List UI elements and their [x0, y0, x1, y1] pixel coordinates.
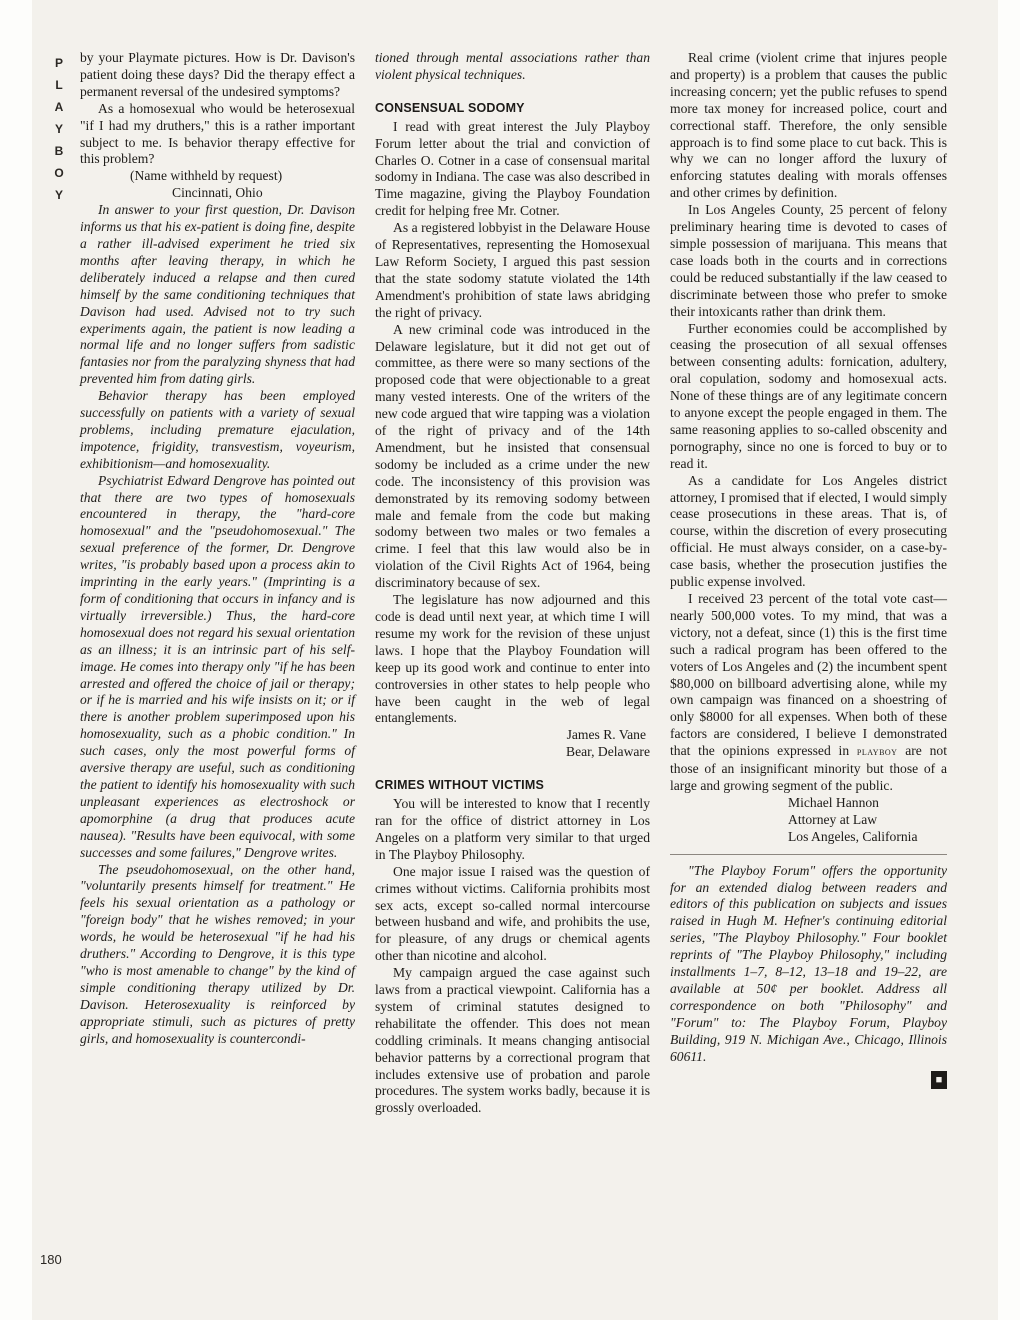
- letter-signature: Michael Hannon: [788, 794, 879, 810]
- letter-paragraph: You will be interested to know that I recently ran for the office of district attorney in Los Angeles on a platform very similar to that urged in The Playboy Philosophy.: [375, 796, 650, 862]
- editor-reply-paragraph: In answer to your first question, Dr. Davison informs us that his ex-patient is doing fine, despite a rather ill-advised experiment he tried six months after leaving therapy, in which he deliberately induced a relapse and then cured himself by the same conditioning techniques that Davison had used. Advised not to try such experiments again, the patient is now leading a normal life and no longer suffers from sadistic fantasies nor from the paralyzing shyness that had prevented him from dating girls.: [80, 202, 355, 387]
- page-margin-left: [0, 0, 32, 1320]
- letter-paragraph: A new criminal code was introduced in the Delaware legislature, but it did not get out of committee, as there were so many sections of the proposed code that were objectionable to a great many vested interests. One of the writers of the new code argued that wire tapping was a violation of the right of privacy and of the 14th Amendment, but he insisted that consensual sodomy be included as a crime under the new code. The inconsistency of this provision was demonstrated by its removing sodomy between male and female from the code but making sodomy between two males or two females a crime. I feel that this law would also be in violation of the Civil Rights Act of 1964, being discriminatory because of sex.: [375, 321, 650, 591]
- letter-signature: James R. Vane: [566, 727, 646, 743]
- section-heading-consensual-sodomy: CONSENSUAL SODOMY: [375, 100, 525, 115]
- column-2: [375, 50, 650, 1117]
- letter-paragraph: by your Playmate pictures. How is Dr. Davison's patient doing these days? Did the therapy effect a permanent reversal of the undesired symptoms?: [80, 50, 355, 99]
- forum-note-text: "The Playboy Forum" offers the opportunity for an extended dialog between readers and editors of this publication on subjects and issues raised in Hugh M. Hefner's continuing editorial series, "The Playboy Philosophy." Four booklet reprints of "The Playboy Philosophy," including installments 1–7, 8–12, 13–18 and 19–22, are available at 50¢ per booklet. Address all correspondence on both "Philosophy" and "Forum" to: The Playboy Forum, Playboy Building, 919 N. Michigan Ave., Chicago, Illinois 60611.: [670, 862, 947, 1064]
- masthead-letter: L: [55, 78, 63, 92]
- magazine-masthead: [48, 52, 70, 206]
- page-margin-right: [998, 0, 1020, 1320]
- letter-signature: (Name withheld by request): [130, 168, 283, 184]
- section-heading-crimes-without-victims: CRIMES WITHOUT VICTIMS: [375, 778, 544, 793]
- letter-paragraph: Further economies could be accomplished by ceasing the prosecution of all sexual offenses between consenting adults: fornication, adultery, oral copulation, sodomy and homosexual acts. None of these things are of any legitimate concern to anyone except the people engaged in them. The same reasoning applies to so-called obscenity and pornography, since no one is forced to buy or to read it.: [670, 320, 947, 471]
- paragraph-text: I received 23 percent of the total vote cast—nearly 500,000 votes. To my mind, that was a victory, not a defeat, since (1) this is the first time such a radical program has been offered to the voters of Los Angeles and (2) the incumbent spent $80,000 on billboard advertising alone, while my own campaign was financed on a shoestring of only $8000 for all expenses. When both of these factors are considered, I believe I demonstrated that the opinions expressed in: [670, 591, 947, 759]
- letter-location: Los Angeles, California: [788, 828, 918, 844]
- letter-paragraph: In Los Angeles County, 25 percent of felony preliminary hearing time is devoted to cases of simple possession of marijuana. This means that case loads both in the courts and in corrections could be reduced substantially if the law ceased to discriminate between those who prefer to smoke their intoxicants rather than drink them.: [670, 202, 947, 319]
- masthead-letter: P: [54, 56, 63, 70]
- column-1: [80, 50, 355, 1047]
- letter-paragraph: [670, 591, 947, 795]
- letter-title: Attorney at Law: [788, 811, 878, 827]
- page-number: 180: [40, 1252, 62, 1267]
- letter-paragraph: As a homosexual who would be heterosexual "if I had my druthers," this is a rather important subject to me. Is behavior therapy effective for this problem?: [80, 100, 355, 167]
- rabbit-logo-icon: ■: [931, 1071, 947, 1089]
- letter-paragraph: Real crime (violent crime that injures people and property) is a problem that causes the public increasing concern; yet the public refuses to spend more tax money for increased police, court and correctional staff. Therefore, the only sensible approach is to find some place to cut back. This is why we can no longer afford the luxury of enforcing statutes dealing with morals offenses and other crimes by definition.: [670, 50, 947, 201]
- column-3: [670, 50, 947, 1089]
- masthead-letter: B: [54, 144, 64, 158]
- masthead-letter: Y: [54, 188, 63, 202]
- letter-location: Cincinnati, Ohio: [172, 185, 263, 201]
- editor-reply-paragraph: Behavior therapy has been employed successfully on patients with a variety of sexual problems, including premature ejaculation, impotence, frigidity, transvestism, voyeurism, exhibitionism—and homosexuality.: [80, 388, 355, 471]
- letter-paragraph: As a candidate for Los Angeles district attorney, I promised that if elected, I would simply cease prosecutions in these areas. That is, of course, within the discretion of every prosecuting official. He must always consider, on a case-by-case basis, whether the prosecution justifies the public expense involved.: [670, 472, 947, 590]
- masthead-letter: Y: [54, 122, 63, 136]
- editor-reply-continuation: tioned through mental associations rather than violent physical techniques.: [375, 50, 650, 82]
- letter-paragraph: One major issue I raised was the question of crimes without victims. California prohibits most sex acts, except so-called normal intercourse between husband and wife, and prohibits the use, for pleasure, of any drugs or chemical agents other than nicotine and alcohol.: [375, 863, 650, 964]
- paragraph-text: are not those of an insignificant minority but those of a large and growing segment of the public.: [670, 743, 947, 793]
- forum-note: [670, 854, 947, 1066]
- end-mark: [670, 1071, 947, 1089]
- letter-paragraph: My campaign argued the case against such laws from a practical viewpoint. California has a system of criminal statutes designed to rehabilitate the offender. This does not mean coddling criminals. It means changing antisocial behavior patterns by a correctional program that includes extensive use of probation and parole procedures. The system works badly, because it is grossly overloaded.: [375, 965, 650, 1116]
- letter-paragraph: As a registered lobbyist in the Delaware House of Representatives, representing the Homosexual Law Reform Society, I argued this past session that the state sodomy statute violated the 14th Amendment's prohibition of state laws abridging the right of privacy.: [375, 220, 650, 320]
- masthead-letter: O: [54, 166, 64, 180]
- editor-reply-paragraph: The pseudohomosexual, on the other hand, "voluntarily presents himself for treatment." He feels his sexual orientation as a pathology or "foreign body" that he wishes removed; in your words, he would be heterosexual "if he had his druthers." According to Dengrove, it is this type "who is most amenable to change" by the kind of simple conditioning therapy utilized by Dr. Davison. Heterosexuality is reinforced by appropriate stimuli, such as pictures of pretty girls, and homosexuality is countercondi-: [80, 861, 355, 1046]
- letter-paragraph: I read with great interest the July Playboy Forum letter about the trial and conviction of Charles O. Cotner in a case of consensual marital sodomy in Indiana. The case was also described in Time magazine, giving the Playboy Foundation credit for helping free Mr. Cotner.: [375, 118, 650, 219]
- letter-paragraph: The legislature has now adjourned and this code is dead until next year, at which time I will resume my work for the revision of these unjust laws. I hope that the Playboy Foundation will keep up its good work and continue to enter into controversies in other states to help people who have been caught in the web of legal entanglements.: [375, 592, 650, 726]
- magazine-name-smallcaps: playboy: [856, 746, 898, 759]
- letter-location: Bear, Delaware: [566, 744, 650, 760]
- masthead-letter: A: [54, 100, 64, 114]
- editor-reply-paragraph: Psychiatrist Edward Dengrove has pointed out that there are two types of homosexuals encountered in therapy, the "hard-core homosexual" and the "pseudohomosexual." The sexual preference of the former, Dr. Dengrove writes, "is probably based upon a process akin to imprinting in the early years." (Imprinting is a form of conditioning that occurs in infancy and is virtually irreversible.) Thus, the hard-core homosexual does not regard his sexual orientation as an illness; it is an intrinsic part of his self-image. He comes into therapy only "if he has been arrested and offered the choice of jail or therapy; or if he is married and his wife insists on it; or if there is another problem superimposed upon his homosexuality, such as a phobic condition." In such cases, only the most powerful forms of aversive therapy are useful, such as conditioning the patient to identify his homosexuality with such unpleasant experiences as electroshock or apomorphine (a drug that produces acute nausea). "Results have been equivocal, with some successes and some failures," Dengrove writes.: [80, 472, 355, 860]
